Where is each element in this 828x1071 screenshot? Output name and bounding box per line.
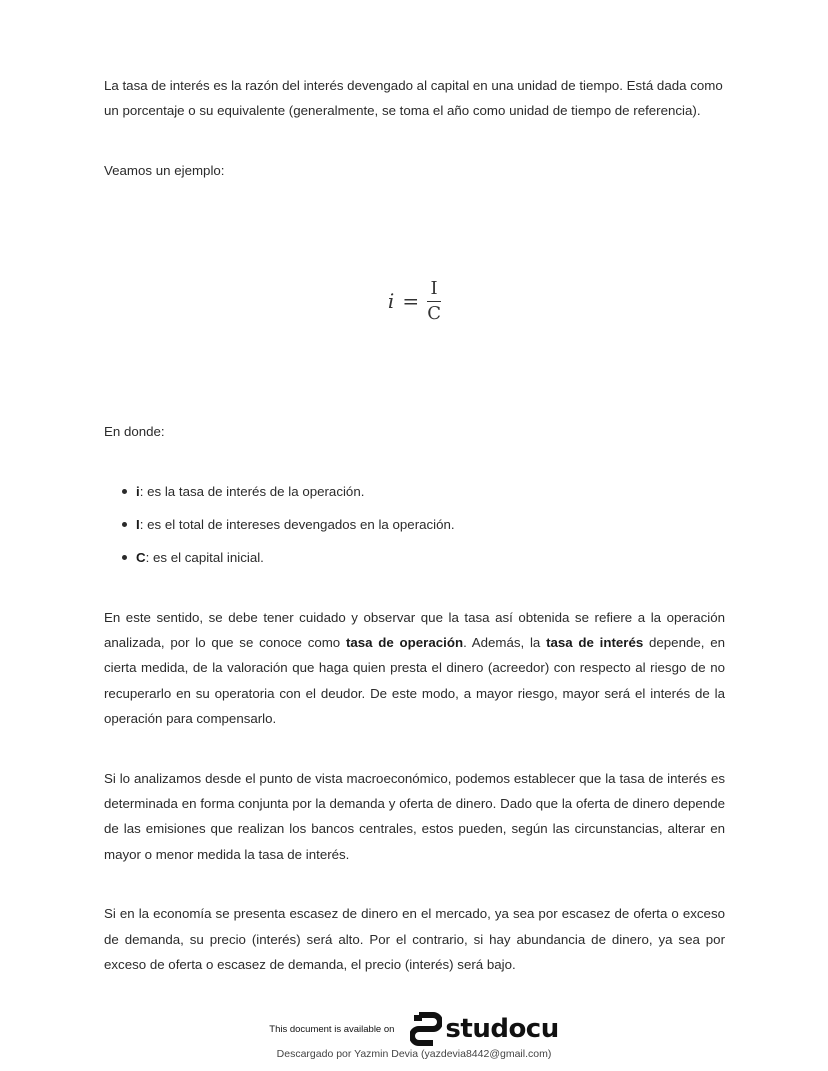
bullet-icon bbox=[122, 555, 127, 560]
definition-text: : es la tasa de interés de la operación. bbox=[139, 483, 365, 499]
formula-denominator: C bbox=[427, 302, 441, 324]
footer bbox=[0, 1012, 828, 1060]
document-body bbox=[104, 73, 725, 977]
en-donde-label: En donde: bbox=[104, 424, 165, 440]
definition-term: i bbox=[136, 483, 140, 499]
bold-term: tasa de operación bbox=[345, 634, 464, 650]
interest-rate-formula bbox=[104, 183, 725, 419]
intro-paragraph: La tasa de interés es la razón del interés devengado al capital en una unidad de tiempo. Está dada como un porcentaje o su equivalente (generalmente, se toma el año como unidad de tiempo de referencia). bbox=[104, 78, 723, 119]
list-item bbox=[136, 475, 725, 508]
bullet-icon bbox=[122, 489, 127, 494]
available-on-text: This document is available on bbox=[269, 1023, 395, 1035]
macroeconomic-paragraph: Si lo analizamos desde el punto de vista macroeconómico, podemos establecer que la tasa de interés es determinada en forma conjunta por la demanda y oferta de dinero. Dado que la oferta de dinero depende de las emisiones que realizan los bancos centrales, estos pueden, según las circunstancias, alterar en mayor o menor medida la tasa de interés. bbox=[104, 770, 725, 862]
operation-rate-paragraph: En este sentido, se debe tener cuidado y observar que la tasa así obtenida se refiere a la operación analizada, por lo que se conoce como tasa de operación. Además, la tasa de interés depende, en cierta medida, de la valoración que haga quien presta el dinero (acreedor) con respecto al riesgo de no recuperarlo en su operatoria con el deudor. De este modo, a mayor riesgo, mayor será el interés de la operación para compensarlo. bbox=[104, 609, 725, 727]
example-label: Veamos un ejemplo: bbox=[104, 162, 225, 178]
formula-variable: i bbox=[387, 289, 395, 314]
scarcity-paragraph: Si en la economía se presenta escasez de dinero en el mercado, ya sea por escasez de oferta o exceso de demanda, su precio (interés) será alto. Por el contrario, si hay abundancia de dinero, ya sea por exceso de oferta o escasez de demanda, el precio (interés) será bajo. bbox=[104, 906, 725, 972]
definition-term: I bbox=[136, 516, 140, 532]
definitions-list bbox=[104, 475, 725, 575]
bullet-icon bbox=[122, 522, 127, 527]
studocu-logo[interactable] bbox=[410, 1012, 558, 1046]
definition-term: C bbox=[136, 550, 146, 566]
formula-equals: = bbox=[402, 289, 420, 314]
studocu-logo-icon bbox=[410, 1012, 442, 1046]
download-attribution: Descargado por Yazmin Devia (yazdevia8442@gmail.com) bbox=[276, 1048, 552, 1060]
definition-text: : es el total de intereses devengados en la operación. bbox=[139, 516, 455, 532]
studocu-logo-text: studocu bbox=[445, 1014, 559, 1044]
fraction-bar bbox=[427, 301, 441, 302]
list-item bbox=[136, 541, 725, 574]
bold-term: tasa de interés bbox=[546, 634, 644, 650]
formula-fraction bbox=[427, 279, 441, 324]
definition-text: : es el capital inicial. bbox=[145, 550, 264, 566]
formula-numerator: I bbox=[430, 277, 438, 299]
list-item bbox=[136, 508, 725, 541]
